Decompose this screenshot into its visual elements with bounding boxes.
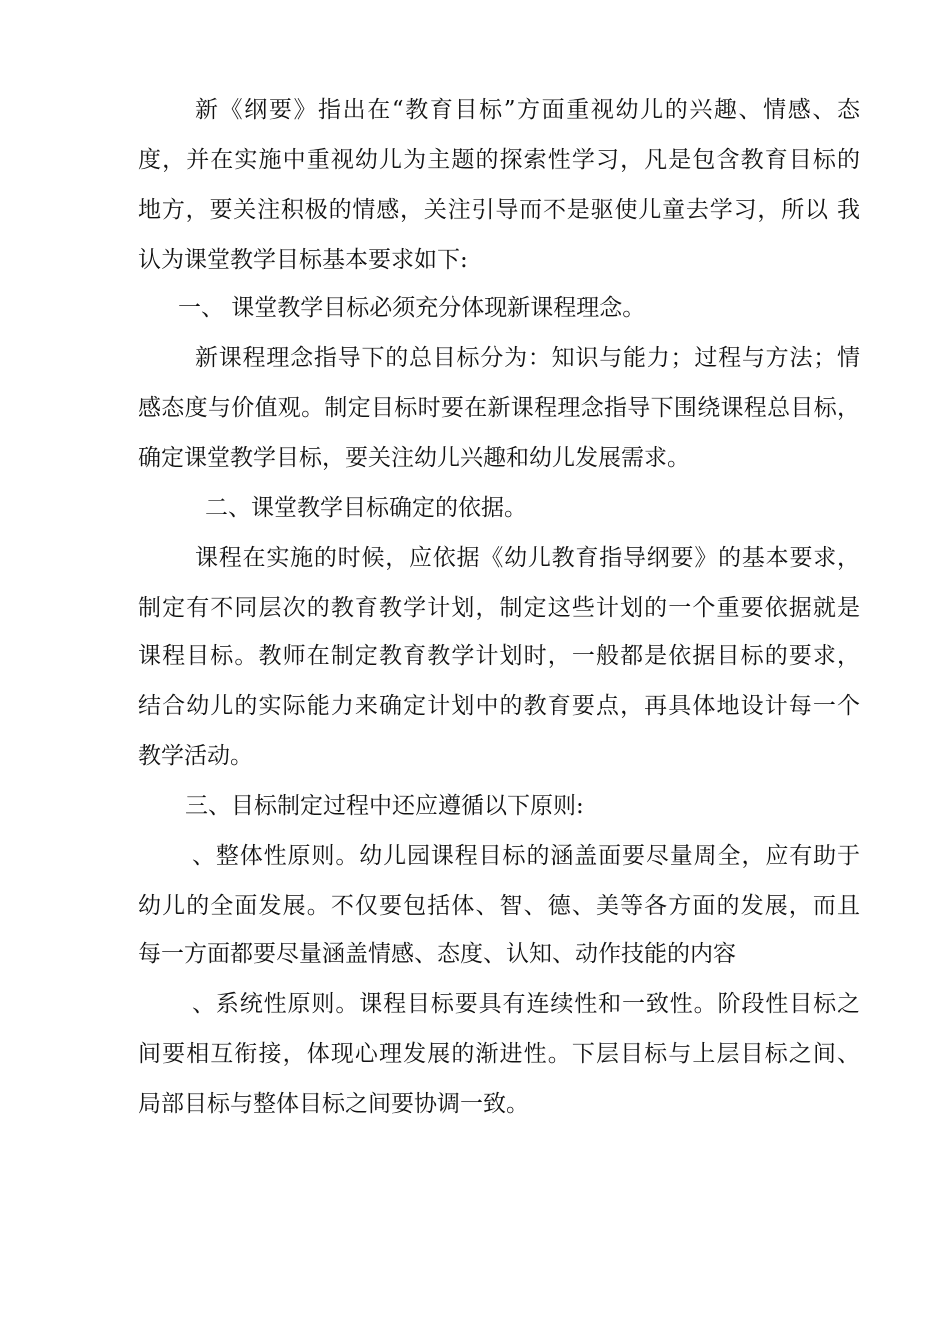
paragraph-line: 感态度与价值观。制定目标时要在新课程理念指导下围绕课程总目标， [138,395,860,421]
paragraph-line: 、系统性原则。课程目标要具有连续性和一致性。阶段性目标之 [192,991,860,1017]
paragraph-line: 课程目标。教师在制定教育教学计划时，一般都是依据目标的要求， [138,643,860,669]
paragraph-line: 局部目标与整体目标之间要协调一致。 [138,1091,529,1117]
paragraph-line: 认为课堂教学目标基本要求如下: [138,247,468,273]
paragraph-line: 新《纲要》指出在“教育目标”方面重视幼儿的兴趣、情感、态 [195,97,860,123]
paragraph-line: 幼儿的全面发展。不仅要包括体、智、德、美等各方面的发展，而且 [138,893,860,919]
paragraph-line: 每一方面都要尽量涵盖情感、态度、认知、动作技能的内容 [138,941,736,967]
paragraph-line: 、整体性原则。幼儿园课程目标的涵盖面要尽量周全，应有助于 [192,843,860,869]
paragraph-line: 度，并在实施中重视幼儿为主题的探索性学习，凡是包含教育目标的 [138,147,860,173]
section-heading: 二、课堂教学目标确定的依据。 [205,495,527,521]
section-heading: 一、 课堂教学目标必须充分体现新课程理念。 [178,295,646,321]
section-heading: 三、目标制定过程中还应遵循以下原则: [185,793,584,819]
paragraph-line: 地方，要关注积极的情感，关注引导而不是驱使儿童去学习，所以 我 [138,197,860,223]
paragraph-line: 教学活动。 [138,743,253,769]
paragraph-line: 制定有不同层次的教育教学计划，制定这些计划的一个重要依据就是 [138,595,860,621]
paragraph-line: 新课程理念指导下的总目标分为：知识与能力；过程与方法；情 [195,345,860,371]
paragraph-line: 间要相互衔接，体现心理发展的渐进性。下层目标与上层目标之间、 [138,1041,860,1067]
paragraph-line: 课程在实施的时候，应依据《幼儿教育指导纲要》的基本要求， [195,545,860,571]
paragraph-line: 结合幼儿的实际能力来确定计划中的教育要点，再具体地设计每一个 [138,693,860,719]
paragraph-line: 确定课堂教学目标，要关注幼儿兴趣和幼儿发展需求。 [138,445,690,471]
